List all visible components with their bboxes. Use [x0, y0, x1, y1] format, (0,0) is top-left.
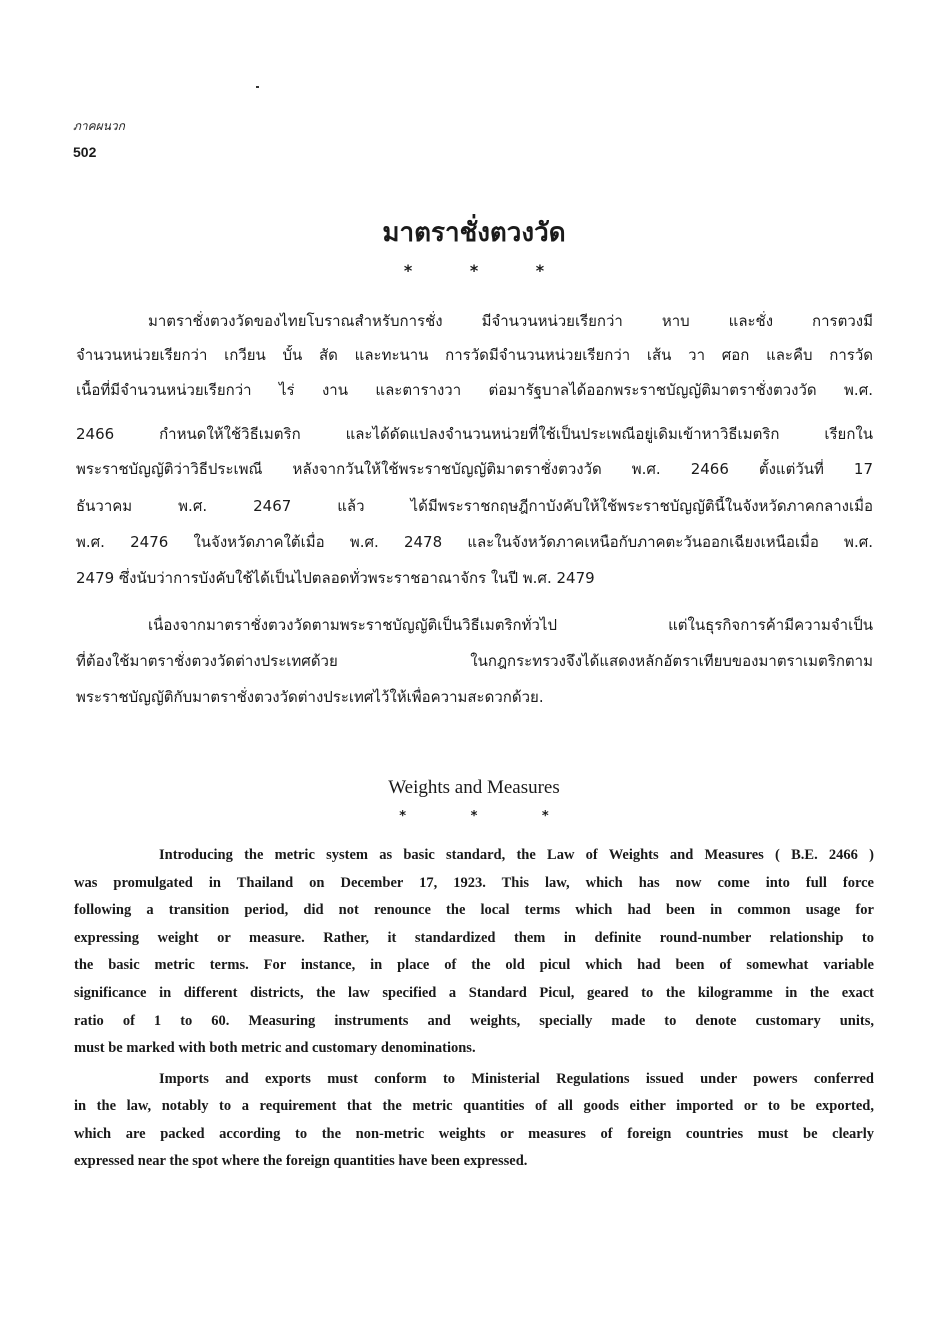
thai-title: มาตราชั่งตวงวัด — [382, 218, 566, 248]
thai-p1-line: เนื้อที่มีจำนวนหน่วยเรียกว่า ไร่ งาน และตารางวา ต่อมารัฐบาลได้ออกพระราชบัญญัติมาตราชั่งตวงวัด พ.ศ. — [76, 381, 873, 399]
english-separator: * * * — [399, 809, 579, 824]
english-p1-line: the basic metric terms. For instance, in place of the old picul which had been of somewhat variable — [74, 957, 874, 973]
thai-p2-line: พระราชบัญญัติกับมาตราชั่งตวงวัดต่างประเทศไว้ให้เพื่อความสะดวกด้วย. — [76, 688, 544, 706]
section-label: ภาคผนวก — [73, 119, 125, 133]
thai-p1-line: 2479 ซึ่งนับว่าการบังคับใช้ได้เป็นไปตลอดทั่วพระราชอาณาจักร ในปี พ.ศ. 2479 — [76, 569, 595, 587]
scan-speck — [256, 86, 259, 88]
thai-p2-line: ที่ต้องใช้มาตราชั่งตวงวัดต่างประเทศด้วย ในกฎกระทรวงจึงได้แสดงหลักอัตราเทียบของมาตราเมตริกตาม — [76, 652, 873, 670]
thai-p1-line: จำนวนหน่วยเรียกว่า เกวียน บั้น สัด และทะนาน การวัดมีจำนวนหน่วยเรียกว่า เส้น วา ศอก และคืบ การวัด — [76, 346, 873, 364]
thai-p1-line: ธันวาคม พ.ศ. 2467 แล้ว ได้มีพระราชกฤษฎีกาบังคับให้ใช้พระราชบัญญัตินี้ในจังหวัดภาคกลางเมื่อ — [76, 497, 873, 515]
english-p1-line: significance in different districts, the law specified a Standard Picul, geared to the kilogramme in the exact — [74, 985, 874, 1001]
page-number: 502 — [73, 144, 97, 160]
english-p1-line: must be marked with both metric and customary denominations. — [74, 1040, 476, 1056]
thai-p2-line: เนื่องจากมาตราชั่งตวงวัดตามพระราชบัญญัติเป็นวิธีเมตริกทั่วไป แต่ในธุรกิจการค้ามีความจำเป็น — [148, 616, 873, 634]
english-p1-line: Introducing the metric system as basic standard, the Law of Weights and Measures ( B.E. 2466 ) — [159, 847, 874, 863]
thai-separator: * * * — [403, 261, 571, 280]
english-title: Weights and Measures — [388, 777, 560, 798]
english-p1-line: was promulgated in Thailand on December 17, 1923. This law, which has now come into full force — [74, 875, 874, 891]
thai-p1-line: มาตราชั่งตวงวัดของไทยโบราณสำหรับการชั่ง มีจำนวนหน่วยเรียกว่า หาบ และชั่ง การตวงมี — [148, 312, 873, 330]
english-p1-line: following a transition period, did not renounce the local terms which had been in common usage for — [74, 902, 874, 918]
english-p2-line: expressed near the spot where the foreign quantities have been expressed. — [74, 1153, 528, 1169]
thai-p1-line: พระราชบัญญัติว่าวิธีประเพณี หลังจากวันให้ใช้พระราชบัญญัติมาตราชั่งตวงวัด พ.ศ. 2466 ตั้งแต่วันที่ 17 — [76, 460, 873, 478]
thai-p1-line: 2466 กำหนดให้ใช้วิธีเมตริก และได้ดัดแปลงจำนวนหน่วยที่ใช้เป็นประเพณีอยู่เดิมเข้าหาวิธีเมตริก เรียกใน — [76, 425, 873, 443]
english-p2-line: which are packed according to the non-metric weights or measures of foreign countries must be clearly — [74, 1126, 874, 1142]
english-p1-line: ratio of 1 to 60. Measuring instruments and weights, specially made to denote customary units, — [74, 1013, 874, 1029]
english-p2-line: Imports and exports must conform to Ministerial Regulations issued under powers conferred — [159, 1071, 874, 1087]
english-p1-line: expressing weight or measure. Rather, it standardized them in definite round-number relationship to — [74, 930, 874, 946]
english-p2-line: in the law, notably to a requirement that the metric quantities of all goods either imported or to be exported, — [74, 1098, 874, 1114]
thai-p1-line: พ.ศ. 2476 ในจังหวัดภาคใต้เมื่อ พ.ศ. 2478 และในจังหวัดภาคเหนือกับภาคตะวันออกเฉียงเหนือเมื่อ พ.ศ. — [76, 533, 873, 551]
